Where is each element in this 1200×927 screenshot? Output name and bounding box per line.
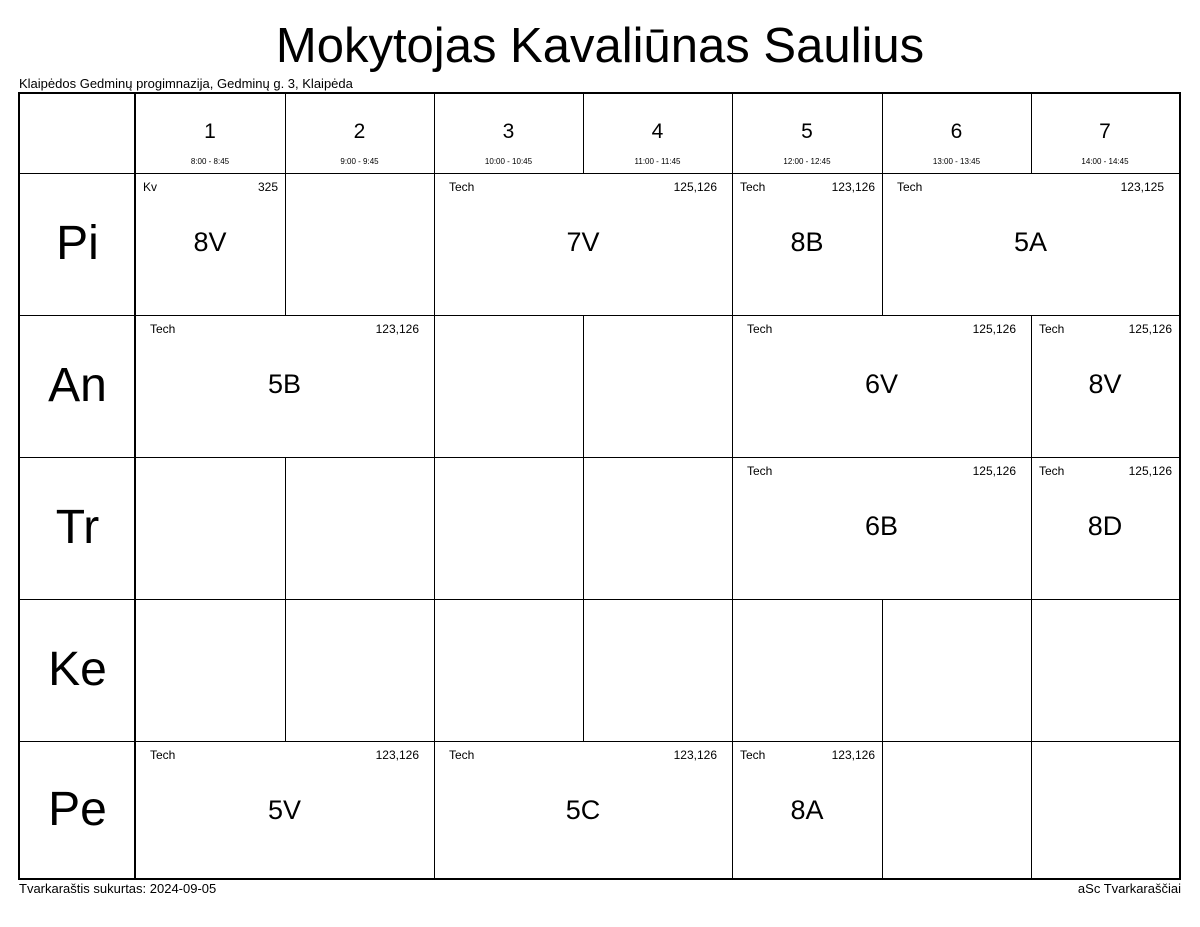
period-header-2 [285,94,434,173]
period-header-7 [1031,94,1179,173]
grid-line [285,457,286,599]
lesson-subject: Tech [1039,322,1065,336]
lesson-room: 123,126 [673,748,717,762]
period-number: 3 [502,120,515,143]
lesson-cell[interactable] [732,741,882,878]
lesson-subject: Tech [150,748,176,762]
period-number: 6 [950,120,963,143]
period-time: 9:00 - 9:45 [340,157,379,166]
lesson-class: 5A [1013,227,1048,257]
grid-line [20,599,1179,600]
lesson-cell[interactable] [1031,315,1179,457]
lesson-class: 6V [864,369,899,399]
grid-line [434,599,435,741]
day-label-an: An [48,359,107,412]
lesson-room: 125,126 [1128,464,1172,478]
school-address: Klaipėdos Gedminų progimnazija, Gedminų g. 3, Klaipėda [19,76,353,91]
lesson-cell[interactable] [882,173,1179,315]
lesson-room: 123,126 [831,180,875,194]
grid-line [1031,741,1032,878]
grid-line [882,599,883,741]
lesson-room: 125,126 [1128,322,1172,336]
lesson-cell[interactable] [135,173,285,315]
footer-created-date: Tvarkaraštis sukurtas: 2024-09-05 [19,881,217,896]
lesson-class: 8B [790,227,824,257]
grid-line [1031,599,1032,741]
period-header-5 [732,94,882,173]
period-time: 10:00 - 10:45 [484,157,533,166]
lesson-subject: Tech [449,748,475,762]
period-header-6 [882,94,1031,173]
period-time: 13:00 - 13:45 [932,157,981,166]
grid-line [285,173,286,315]
grid-line [882,741,883,878]
lesson-subject: Tech [740,748,766,762]
lesson-class: 8V [1088,369,1122,399]
period-number: 4 [651,120,664,143]
lesson-subject: Tech [740,180,766,194]
period-time: 11:00 - 11:45 [634,157,681,166]
footer-brand: aSc Tvarkaraščiai [1077,881,1181,896]
grid-line [434,457,435,599]
day-label-ke: Ke [48,643,107,696]
lesson-cell[interactable] [434,741,732,878]
lesson-cell[interactable] [434,173,732,315]
period-header-1 [135,94,285,173]
period-header-3 [434,94,583,173]
lesson-cell[interactable] [135,741,434,878]
day-label-pi: Pi [56,217,99,270]
grid-line [285,599,286,741]
lesson-room: 123,126 [375,322,419,336]
page-title: Mokytojas Kavaliūnas Saulius [275,19,925,73]
lesson-cell[interactable] [732,457,1031,599]
lesson-subject: Kv [143,180,158,194]
timetable-grid [18,92,1181,880]
grid-line [434,315,435,457]
lesson-cell[interactable] [732,315,1031,457]
grid-line [583,315,584,457]
lesson-room: 123,126 [375,748,419,762]
lesson-room: 123,126 [831,748,875,762]
lesson-room: 123,125 [1120,180,1164,194]
lesson-subject: Tech [897,180,923,194]
period-time: 12:00 - 12:45 [783,157,831,166]
lesson-class: 5B [267,369,302,399]
lesson-class: 7V [566,227,600,257]
period-number: 1 [204,120,216,143]
lesson-room: 125,126 [673,180,717,194]
lesson-class: 8A [790,795,824,825]
grid-line [583,599,584,741]
lesson-cell[interactable] [1031,457,1179,599]
period-number: 2 [353,120,366,143]
lesson-class: 5C [565,795,601,825]
lesson-cell[interactable] [732,173,882,315]
period-time: 8:00 - 8:45 [190,157,230,166]
lesson-room: 125,126 [972,464,1016,478]
lesson-subject: Tech [1039,464,1065,478]
period-number: 7 [1099,120,1111,143]
lesson-cell[interactable] [135,315,434,457]
lesson-class: 8D [1087,511,1123,541]
period-number: 5 [801,120,813,143]
lesson-class: 5V [267,795,302,825]
day-label-pe: Pe [48,783,107,836]
lesson-subject: Tech [449,180,475,194]
grid-line [732,599,733,741]
lesson-subject: Tech [150,322,176,336]
lesson-class: 6B [864,511,899,541]
lesson-subject: Tech [747,464,773,478]
period-header-4 [583,94,732,173]
lesson-class: 8V [193,227,227,257]
lesson-subject: Tech [747,322,773,336]
grid-line [583,457,584,599]
period-time: 14:00 - 14:45 [1081,157,1129,166]
lesson-room: 325 [257,180,278,194]
day-label-tr: Tr [55,501,100,554]
lesson-room: 125,126 [972,322,1016,336]
